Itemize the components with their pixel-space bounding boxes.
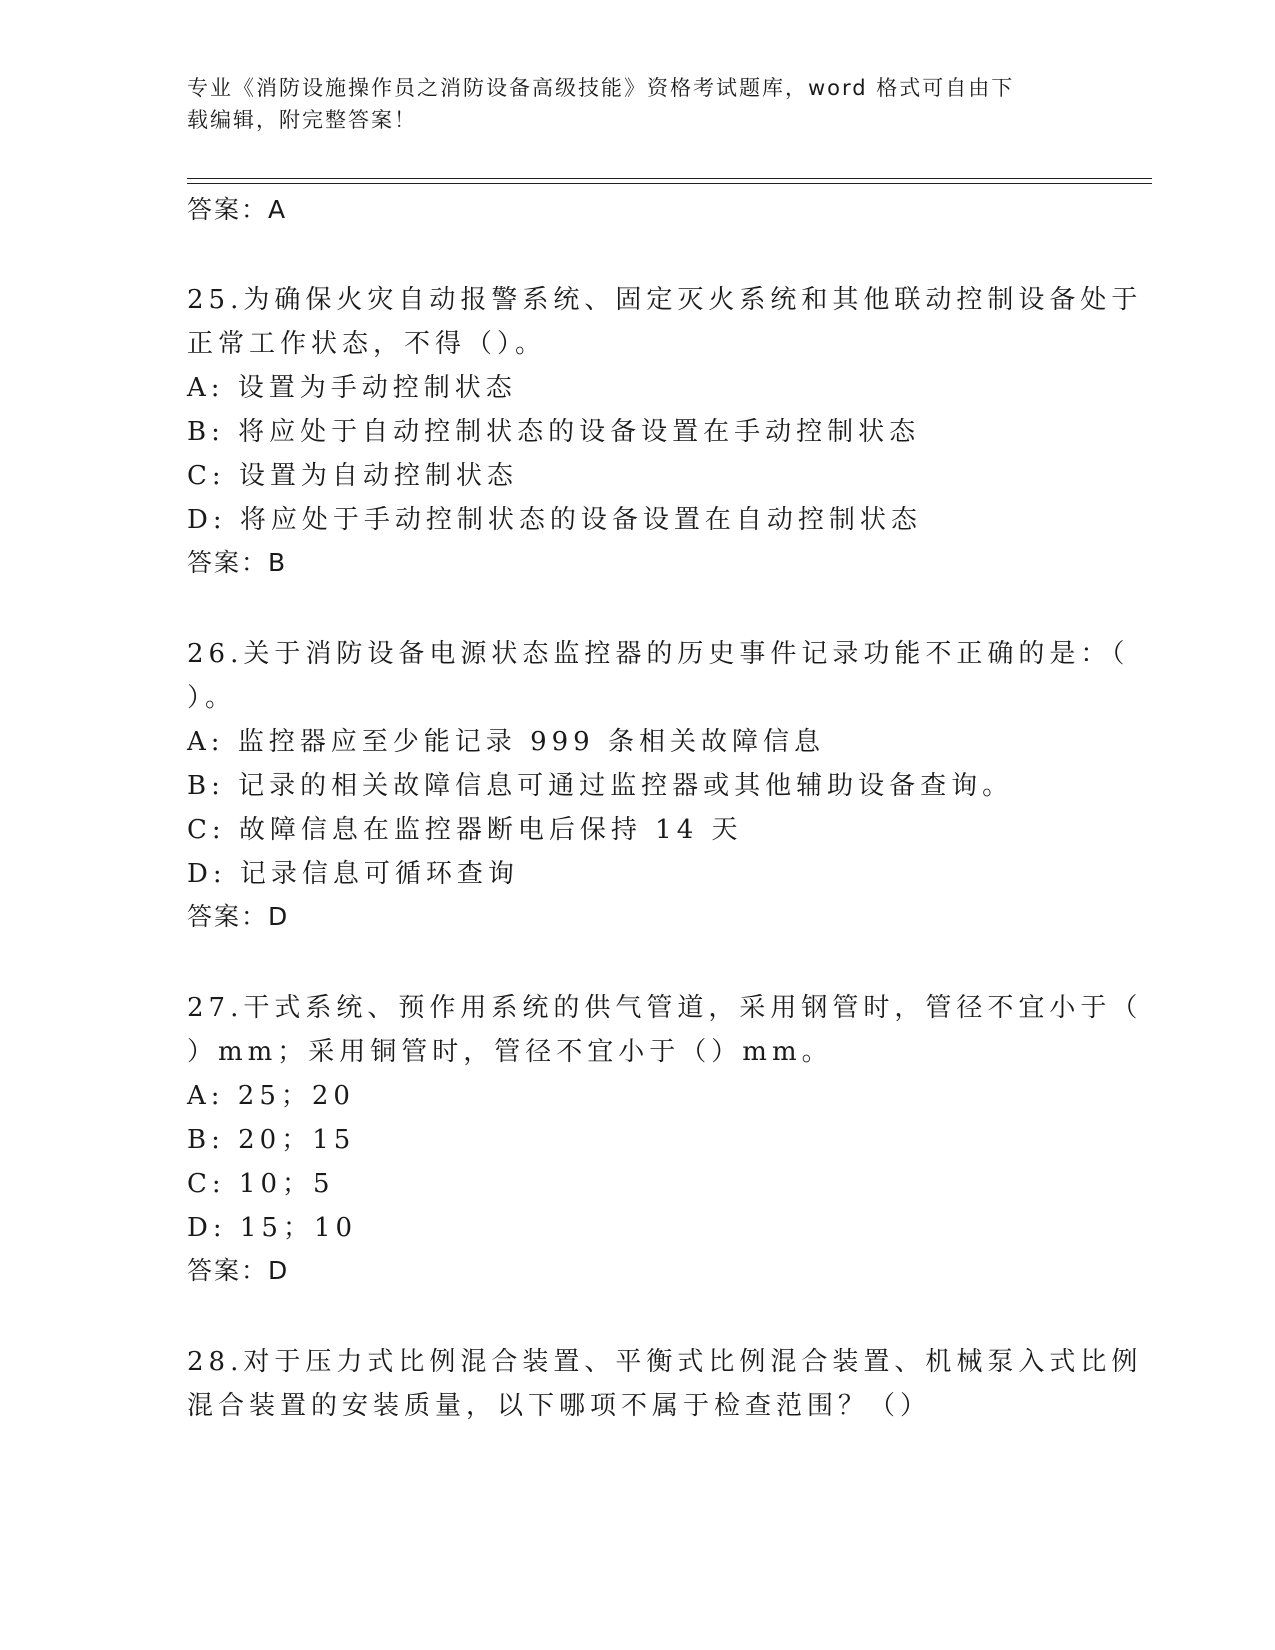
header-divider-top [187,178,1152,179]
q26-option-d: D: 记录信息可循环查询 [187,859,519,889]
q28-stem-line-1: 28.对于压力式比例混合装置、平衡式比例混合装置、机械泵入式比例 [187,1347,1143,1377]
q26-stem-line-1: 26.关于消防设备电源状态监控器的历史事件记录功能不正确的是：（ [187,639,1130,669]
q27-answer: 答案：D [187,1256,290,1285]
q26-option-b: B: 记录的相关故障信息可通过监控器或其他辅助设备查询。 [187,771,1014,801]
header-divider-bottom [187,183,1152,184]
header-line-2: 载编辑，附完整答案！ [187,108,417,132]
q27-stem-line-2: ）mm；采用铜管时，管径不宜小于（）mm。 [187,1037,833,1067]
q25-option-d: D: 将应处于手动控制状态的设备设置在自动控制状态 [187,505,922,535]
answer-prev: 答案：A [187,195,288,224]
q26-option-c: C: 故障信息在监控器断电后保持 14 天 [187,815,743,845]
q27-option-c: C: 10；5 [187,1169,335,1199]
q28-stem-line-2: 混合装置的安装质量，以下哪项不属于检查范围？（） [187,1391,932,1421]
q25-option-a: A: 设置为手动控制状态 [187,373,517,403]
q26-option-a: A: 监控器应至少能记录 999 条相关故障信息 [187,727,825,757]
q27-stem-line-1: 27.干式系统、预作用系统的供气管道，采用钢管时，管径不宜小于（ [187,993,1143,1023]
q27-option-b: B: 20；15 [187,1125,356,1155]
q26-stem-line-2: ）。 [187,683,237,713]
q25-answer: 答案：B [187,548,288,577]
header-line-1: 专业《消防设施操作员之消防设备高级技能》资格考试题库，word 格式可自由下 [187,76,1015,100]
q25-option-b: B: 将应处于自动控制状态的设备设置在手动控制状态 [187,417,921,447]
q25-option-c: C: 设置为自动控制状态 [187,461,518,491]
q25-stem-line-1: 25.为确保火灾自动报警系统、固定灭火系统和其他联动控制设备处于 [187,285,1143,315]
q27-option-a: A: 25；20 [187,1081,355,1111]
page-header [187,72,1087,136]
q27-option-d: D: 15；10 [187,1213,358,1243]
q26-answer: 答案：D [187,902,290,931]
q25-stem-line-2: 正常工作状态，不得（）。 [187,329,547,359]
